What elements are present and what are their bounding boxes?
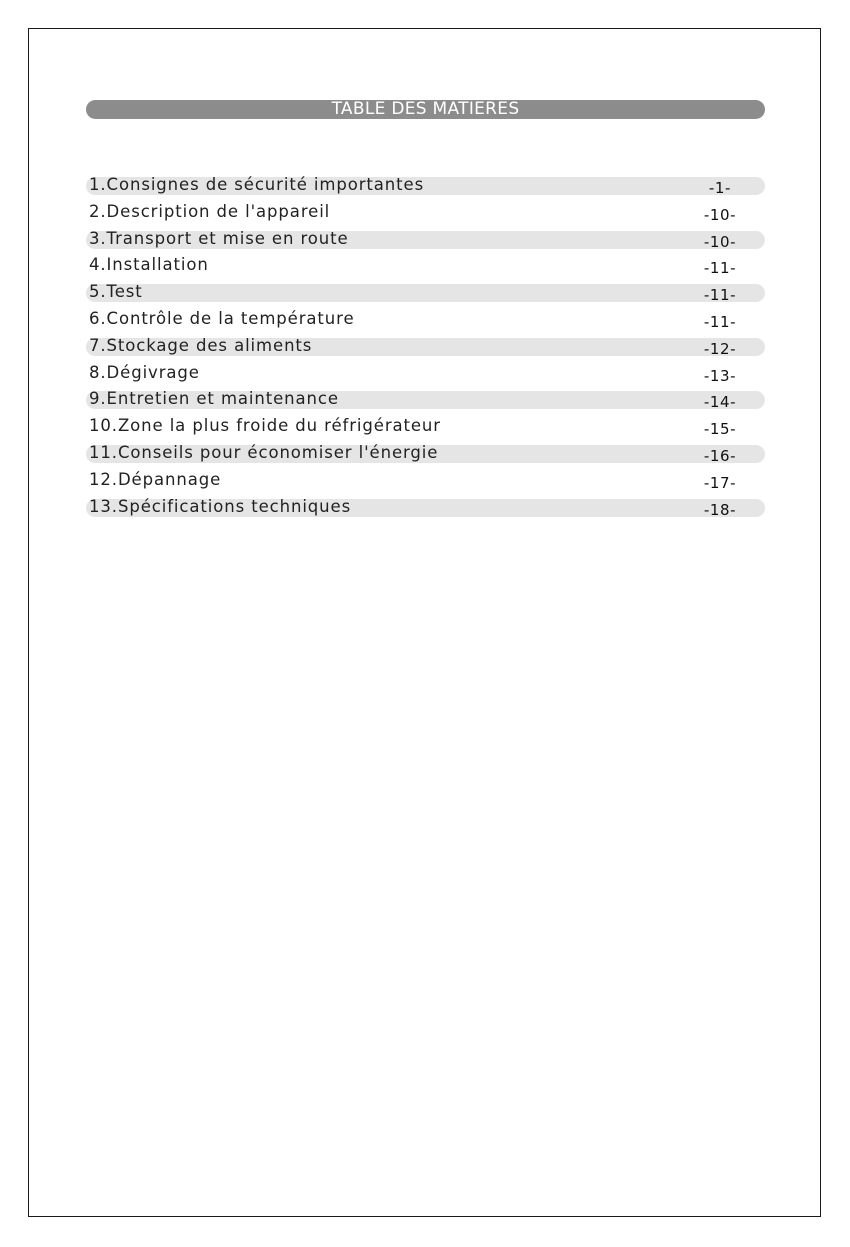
toc-entry-page: -12- [703,339,737,358]
toc-entry[interactable] [86,255,765,282]
toc-entry-label: 9.Entretien et maintenance [89,389,339,409]
toc-entry-label: 1.Consignes de sécurité importantes [89,175,425,194]
toc-entry[interactable] [86,470,765,497]
toc-entry[interactable] [86,363,765,390]
toc-entry[interactable] [86,202,765,229]
toc-entry-label: 2.Description de l'appareil [89,201,331,221]
toc-entry-page: -10- [703,232,737,251]
row-highlight [86,284,765,302]
toc-entry-page: -16- [703,446,737,465]
toc-entry-page: -10- [703,205,737,224]
toc-entry[interactable] [86,282,765,309]
toc-list [86,175,765,523]
toc-entry[interactable] [86,443,765,470]
toc-entry-page: -17- [703,473,737,492]
toc-entry[interactable] [86,336,765,363]
toc-entry-page: -15- [703,420,737,439]
toc-entry-page: -14- [703,393,737,412]
toc-entry-label: 8.Dégivrage [89,362,200,382]
toc-entry[interactable] [86,497,765,524]
toc-entry-label: 3.Transport et mise en route [89,228,349,248]
toc-entry-page: -18- [703,500,737,519]
toc-entry-label: 7.Stockage des aliments [89,335,313,355]
toc-entry-label: 12.Dépannage [89,469,222,489]
toc-entry-label: 4.Installation [89,255,209,275]
toc-entry-page: -13- [703,366,737,385]
toc-entry-label: 5.Test [89,282,143,302]
toc-title: TABLE DES MATIERES [331,99,520,119]
toc-entry[interactable] [86,309,765,336]
toc-entry-label: 13.Spécifications techniques [89,496,352,516]
toc-entry[interactable] [86,416,765,443]
toc-entry-label: 6.Contrôle de la température [89,308,355,328]
toc-title-bar [86,100,765,119]
toc-entry-page: -1- [708,179,732,197]
toc-entry[interactable] [86,175,765,202]
toc-entry-page: -11- [703,312,737,331]
toc-entry-page: -11- [703,259,737,278]
toc-entry-page: -11- [703,286,737,305]
toc-entry[interactable] [86,389,765,416]
toc-entry[interactable] [86,229,765,256]
toc-entry-label: 11.Conseils pour économiser l'énergie [89,442,439,462]
toc-entry-label: 10.Zone la plus froide du réfrigérateur [89,416,441,436]
